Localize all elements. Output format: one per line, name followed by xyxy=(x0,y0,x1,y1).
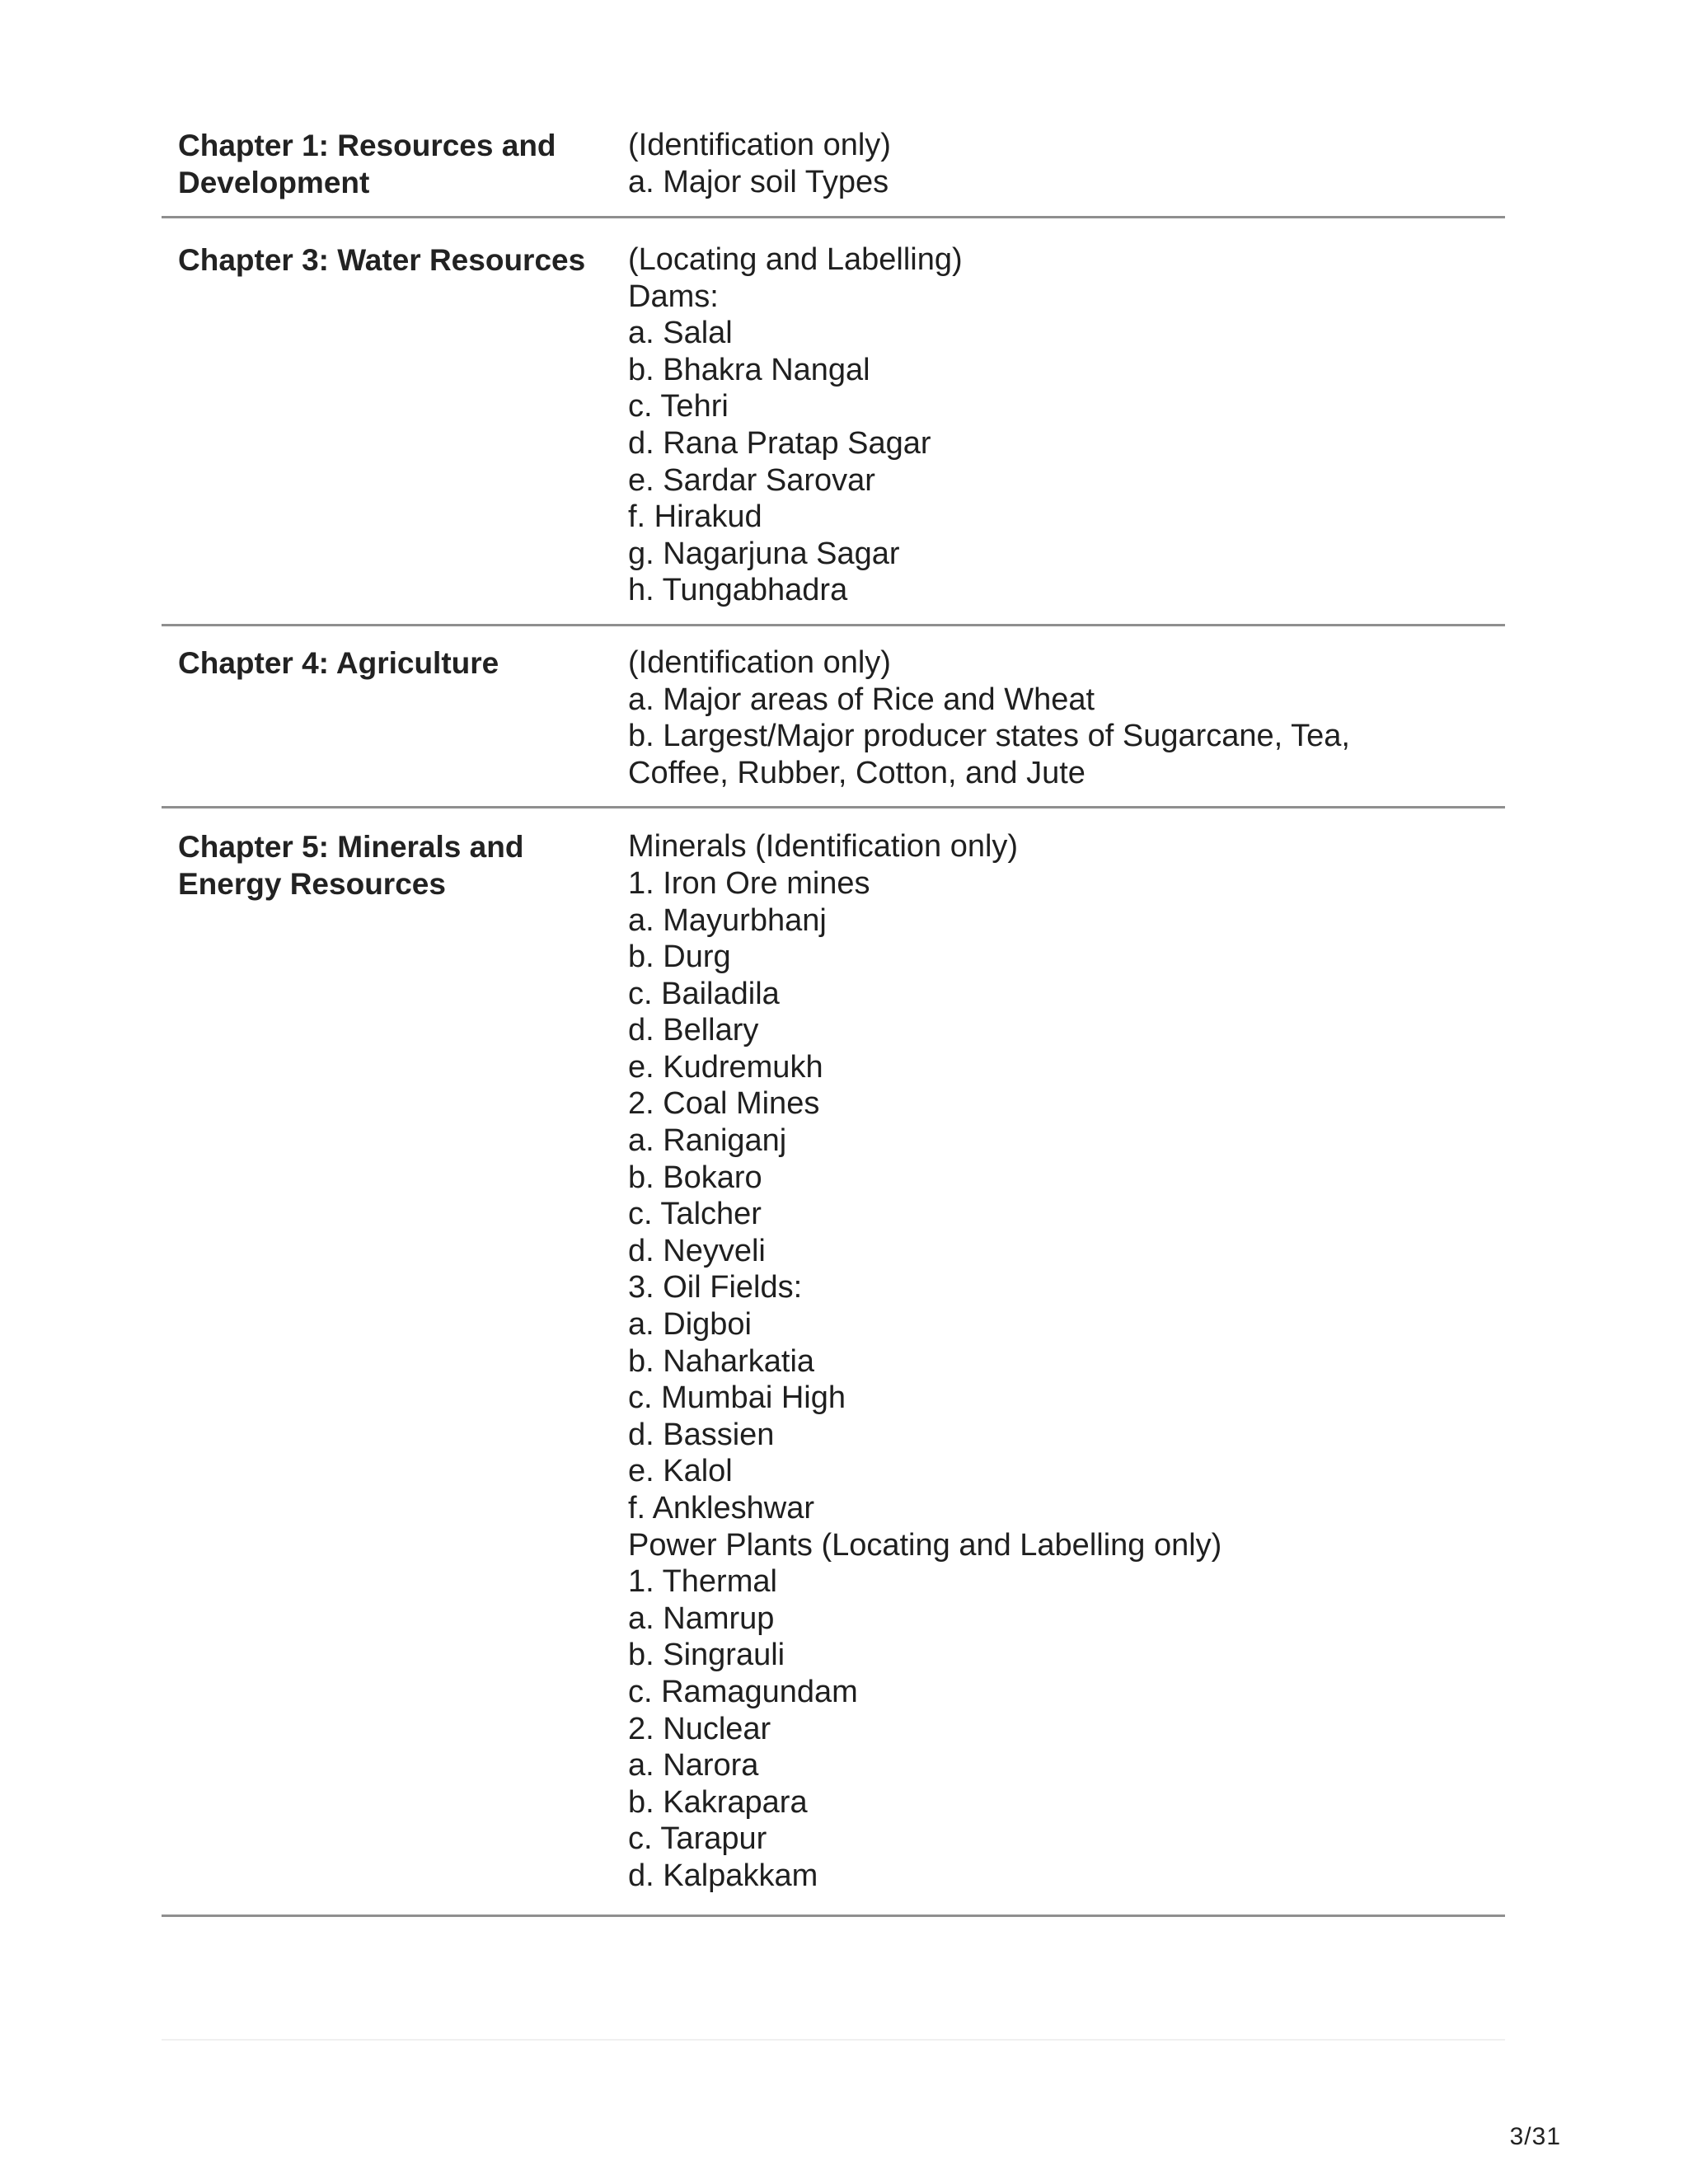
chapter-title xyxy=(162,828,628,1894)
content-line: c. Mumbai High xyxy=(628,1380,846,1416)
content-line: b. Durg xyxy=(628,940,731,975)
chapter-title xyxy=(162,127,628,201)
content-line: c. Tehri xyxy=(628,389,729,424)
chapter-title-line: Chapter 1: Resources and xyxy=(178,129,556,162)
chapter-content xyxy=(628,644,1505,791)
content-line: b. Bhakra Nangal xyxy=(628,352,870,387)
content-line: c. Bailadila xyxy=(628,976,780,1011)
content-line: a. Raniganj xyxy=(628,1123,787,1159)
content-line: b. Bokaro xyxy=(628,1160,762,1195)
content-line: (Locating and Labelling) xyxy=(628,242,963,277)
table-row-chapter-1 xyxy=(162,124,1505,218)
content-line: d. Neyveli xyxy=(628,1233,766,1268)
content-line: a. Major areas of Rice and Wheat xyxy=(628,682,1095,717)
content-line: 2. Coal Mines xyxy=(628,1086,820,1122)
content-line: Coffee, Rubber, Cotton, and Jute xyxy=(628,755,1085,790)
content-line: Minerals (Identification only) xyxy=(628,829,1019,865)
content-line: d. Rana Pratap Sagar xyxy=(628,425,931,461)
content-line: a. Major soil Types xyxy=(628,164,889,199)
content-line: a. Salal xyxy=(628,316,733,351)
table-row-chapter-3 xyxy=(162,218,1505,626)
content-line: 2. Nuclear xyxy=(628,1711,771,1746)
chapter-title-line: Development xyxy=(178,166,370,199)
content-line: f. Ankleshwar xyxy=(628,1491,814,1526)
content-line: a. Mayurbhanj xyxy=(628,902,827,938)
content-line: e. Kudremukh xyxy=(628,1049,823,1085)
content-line: h. Tungabhadra xyxy=(628,573,848,608)
content-line: c. Talcher xyxy=(628,1197,762,1232)
content-line: Power Plants (Locating and Labelling only) xyxy=(628,1527,1222,1563)
syllabus-table xyxy=(162,124,1505,1917)
page-number: 3/31 xyxy=(1509,2123,1561,2150)
content-line: e. Kalol xyxy=(628,1454,733,1489)
content-line: c. Ramagundam xyxy=(628,1674,858,1709)
chapter-title-line: Chapter 5: Minerals and xyxy=(178,830,524,865)
content-line: b. Kakrapara xyxy=(628,1784,808,1820)
chapter-title xyxy=(162,644,628,791)
content-line: c. Tarapur xyxy=(628,1821,767,1857)
content-line: a. Digboi xyxy=(628,1307,752,1343)
table-row-chapter-5 xyxy=(162,808,1505,1916)
chapter-title-line: Chapter 3: Water Resources xyxy=(178,243,586,277)
table-row-chapter-4 xyxy=(162,626,1505,808)
content-line: e. Sardar Sarovar xyxy=(628,462,875,498)
content-line: 1. Iron Ore mines xyxy=(628,865,870,901)
content-line: b. Singrauli xyxy=(628,1638,785,1673)
chapter-content xyxy=(628,241,1505,609)
chapter-content xyxy=(628,127,1505,201)
content-line: 1. Thermal xyxy=(628,1564,777,1600)
footer-divider xyxy=(162,2039,1505,2041)
content-line: (Identification only) xyxy=(628,644,891,680)
content-line: d. Kalpakkam xyxy=(628,1858,818,1893)
content-line: (Identification only) xyxy=(628,128,891,162)
content-line: b. Naharkatia xyxy=(628,1343,815,1379)
chapter-title xyxy=(162,241,628,609)
content-line: a. Narora xyxy=(628,1748,759,1783)
content-line: d. Bassien xyxy=(628,1417,775,1452)
content-line: d. Bellary xyxy=(628,1013,759,1048)
chapter-content xyxy=(628,828,1505,1894)
content-line: a. Namrup xyxy=(628,1601,775,1636)
content-line: g. Nagarjuna Sagar xyxy=(628,536,900,571)
content-line: 3. Oil Fields: xyxy=(628,1270,803,1305)
chapter-title-line: Chapter 4: Agriculture xyxy=(178,645,499,680)
content-line: Dams: xyxy=(628,279,719,314)
content-line: b. Largest/Major producer states of Sugarcane, Tea, xyxy=(628,719,1350,754)
content-line: f. Hirakud xyxy=(628,499,762,535)
chapter-title-line: Energy Resources xyxy=(178,867,446,902)
